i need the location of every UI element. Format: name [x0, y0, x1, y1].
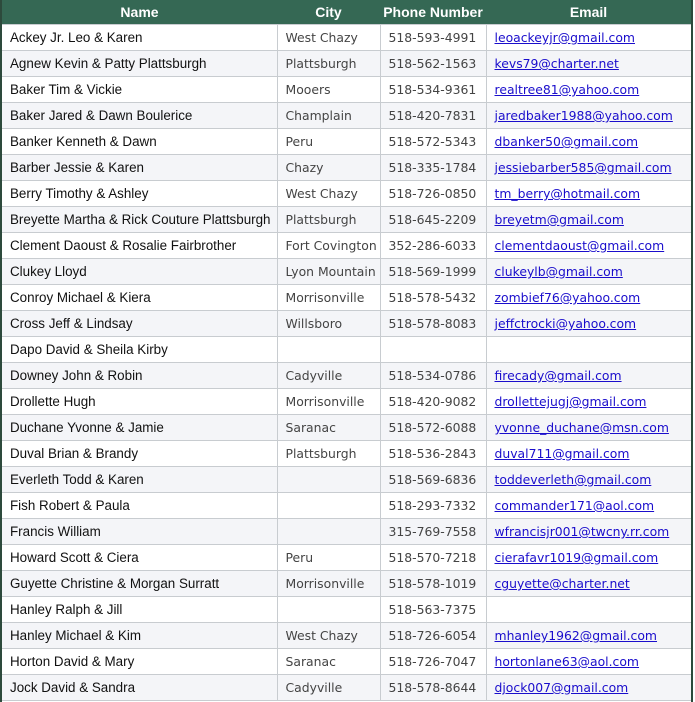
- table-row: [2, 233, 691, 259]
- cell-email[interactable]: [486, 207, 691, 233]
- table-row: [2, 623, 691, 649]
- table-row: [2, 285, 691, 311]
- cell-name[interactable]: Berry Timothy & Ashley: [2, 181, 277, 207]
- email-link[interactable]: yvonne_duchane@msn.com: [494, 420, 669, 435]
- cell-name[interactable]: Barber Jessie & Karen: [2, 155, 277, 181]
- email-link[interactable]: kevs79@charter.net: [494, 56, 619, 71]
- table-row: [2, 389, 691, 415]
- email-link[interactable]: djock007@gmail.com: [494, 680, 629, 695]
- cell-phone[interactable]: 518-293-7332: [380, 493, 486, 519]
- cell-name[interactable]: Guyette Christine & Morgan Surratt: [2, 571, 277, 597]
- cell-email[interactable]: [486, 51, 691, 77]
- cell-email[interactable]: [486, 311, 691, 337]
- table-header: [2, 0, 691, 25]
- column-header-city[interactable]: City: [277, 0, 380, 25]
- email-link[interactable]: duval711@gmail.com: [494, 446, 630, 461]
- cell-phone[interactable]: 518-534-0786: [380, 363, 486, 389]
- cell-name[interactable]: Drollette Hugh: [2, 389, 277, 415]
- email-link[interactable]: clementdaoust@gmail.com: [494, 238, 665, 253]
- cell-email[interactable]: [486, 545, 691, 571]
- cell-name[interactable]: Clement Daoust & Rosalie Fairbrother: [2, 233, 277, 259]
- table-row: [2, 155, 691, 181]
- cell-city[interactable]: Morrisonville: [277, 571, 380, 597]
- cell-name[interactable]: Baker Jared & Dawn Boulerice: [2, 103, 277, 129]
- cell-email[interactable]: [486, 129, 691, 155]
- table-row: [2, 675, 691, 701]
- email-link[interactable]: leoackeyjr@gmail.com: [494, 30, 635, 45]
- cell-email[interactable]: [486, 415, 691, 441]
- email-link[interactable]: wfrancisjr001@twcny.rr.com: [494, 524, 670, 539]
- table-row: [2, 415, 691, 441]
- cell-phone[interactable]: 518-578-8644: [380, 675, 486, 701]
- email-link[interactable]: jaredbaker1988@yahoo.com: [494, 108, 673, 123]
- table-row: [2, 181, 691, 207]
- table-row: [2, 571, 691, 597]
- cell-phone[interactable]: [380, 337, 486, 363]
- contacts-table: [2, 0, 691, 701]
- column-header-name[interactable]: Name: [2, 0, 277, 25]
- cell-phone[interactable]: 518-569-1999: [380, 259, 486, 285]
- cell-phone[interactable]: 518-572-5343: [380, 129, 486, 155]
- cell-city[interactable]: [277, 337, 380, 363]
- cell-email[interactable]: [486, 389, 691, 415]
- cell-email[interactable]: [486, 675, 691, 701]
- table-row: [2, 51, 691, 77]
- table-row: [2, 77, 691, 103]
- table-row: [2, 207, 691, 233]
- cell-phone[interactable]: 518-578-1019: [380, 571, 486, 597]
- cell-city[interactable]: Morrisonville: [277, 285, 380, 311]
- cell-name[interactable]: Everleth Todd & Karen: [2, 467, 277, 493]
- cell-phone[interactable]: 518-562-1563: [380, 51, 486, 77]
- email-link[interactable]: zombief76@yahoo.com: [494, 290, 641, 305]
- email-link[interactable]: commander171@aol.com: [494, 498, 655, 513]
- cell-name[interactable]: Howard Scott & Ciera: [2, 545, 277, 571]
- email-link[interactable]: tm_berry@hotmail.com: [494, 186, 641, 201]
- table-row: [2, 129, 691, 155]
- cell-name[interactable]: Baker Tim & Vickie: [2, 77, 277, 103]
- table-row: [2, 311, 691, 337]
- cell-name[interactable]: Dapo David & Sheila Kirby: [2, 337, 277, 363]
- cell-email[interactable]: [486, 597, 691, 623]
- table-row: [2, 363, 691, 389]
- cell-email[interactable]: [486, 181, 691, 207]
- cell-city[interactable]: Fort Covington: [277, 233, 380, 259]
- cell-city[interactable]: Mooers: [277, 77, 380, 103]
- cell-city[interactable]: West Chazy: [277, 25, 380, 51]
- email-link[interactable]: hortonlane63@aol.com: [494, 654, 640, 669]
- cell-city[interactable]: Plattsburgh: [277, 51, 380, 77]
- cell-phone[interactable]: 518-536-2843: [380, 441, 486, 467]
- cell-name[interactable]: Jock David & Sandra: [2, 675, 277, 701]
- cell-phone[interactable]: 518-335-1784: [380, 155, 486, 181]
- column-header-phone[interactable]: Phone Number: [380, 0, 486, 25]
- cell-city[interactable]: [277, 597, 380, 623]
- cell-city[interactable]: [277, 519, 380, 545]
- cell-city[interactable]: Peru: [277, 545, 380, 571]
- cell-email[interactable]: [486, 77, 691, 103]
- cell-email[interactable]: [486, 649, 691, 675]
- email-link[interactable]: mhanley1962@gmail.com: [494, 628, 658, 643]
- cell-name[interactable]: Conroy Michael & Kiera: [2, 285, 277, 311]
- cell-city[interactable]: Peru: [277, 129, 380, 155]
- table-row: [2, 545, 691, 571]
- table-row: [2, 441, 691, 467]
- cell-phone[interactable]: 518-578-5432: [380, 285, 486, 311]
- cell-phone[interactable]: 518-645-2209: [380, 207, 486, 233]
- cell-phone[interactable]: 518-578-8083: [380, 311, 486, 337]
- cell-name[interactable]: Hanley Ralph & Jill: [2, 597, 277, 623]
- cell-email[interactable]: [486, 337, 691, 363]
- email-link[interactable]: firecady@gmail.com: [494, 368, 622, 383]
- cell-name[interactable]: Horton David & Mary: [2, 649, 277, 675]
- cell-email[interactable]: [486, 259, 691, 285]
- cell-city[interactable]: [277, 493, 380, 519]
- header-row: [2, 0, 691, 25]
- cell-city[interactable]: Chazy: [277, 155, 380, 181]
- email-link[interactable]: toddeverleth@gmail.com: [494, 472, 652, 487]
- cell-phone[interactable]: 518-726-0850: [380, 181, 486, 207]
- cell-city[interactable]: Saranac: [277, 649, 380, 675]
- cell-name[interactable]: Clukey Lloyd: [2, 259, 277, 285]
- cell-name[interactable]: Fish Robert & Paula: [2, 493, 277, 519]
- table-body: [2, 25, 691, 701]
- cell-phone[interactable]: 518-593-4991: [380, 25, 486, 51]
- cell-name[interactable]: Hanley Michael & Kim: [2, 623, 277, 649]
- cell-city[interactable]: Lyon Mountain: [277, 259, 380, 285]
- cell-phone[interactable]: 518-572-6088: [380, 415, 486, 441]
- cell-name[interactable]: Duchane Yvonne & Jamie: [2, 415, 277, 441]
- cell-phone[interactable]: 518-563-7375: [380, 597, 486, 623]
- cell-phone[interactable]: 518-570-7218: [380, 545, 486, 571]
- table-row: [2, 467, 691, 493]
- cell-name[interactable]: Francis William: [2, 519, 277, 545]
- cell-name[interactable]: Ackey Jr. Leo & Karen: [2, 25, 277, 51]
- cell-phone[interactable]: 518-726-6054: [380, 623, 486, 649]
- cell-name[interactable]: Duval Brian & Brandy: [2, 441, 277, 467]
- cell-email[interactable]: [486, 493, 691, 519]
- cell-email[interactable]: [486, 441, 691, 467]
- cell-phone[interactable]: 518-534-9361: [380, 77, 486, 103]
- cell-phone[interactable]: 518-569-6836: [380, 467, 486, 493]
- email-link[interactable]: clukeylb@gmail.com: [494, 264, 623, 279]
- cell-city[interactable]: Champlain: [277, 103, 380, 129]
- cell-email[interactable]: [486, 467, 691, 493]
- email-link[interactable]: dbanker50@gmail.com: [494, 134, 639, 149]
- email-link[interactable]: realtree81@yahoo.com: [494, 82, 640, 97]
- email-link[interactable]: jeffctrocki@yahoo.com: [494, 316, 637, 331]
- email-link[interactable]: cguyette@charter.net: [494, 576, 630, 591]
- cell-email[interactable]: [486, 363, 691, 389]
- email-link[interactable]: jessiebarber585@gmail.com: [494, 160, 672, 175]
- cell-email[interactable]: [486, 571, 691, 597]
- email-link[interactable]: cierafavr1019@gmail.com: [494, 550, 659, 565]
- cell-email[interactable]: [486, 155, 691, 181]
- cell-city[interactable]: Cadyville: [277, 363, 380, 389]
- table-row: [2, 519, 691, 545]
- table-row: [2, 649, 691, 675]
- cell-phone[interactable]: 352-286-6033: [380, 233, 486, 259]
- cell-name[interactable]: Breyette Martha & Rick Couture Plattsburgh: [2, 207, 277, 233]
- cell-email[interactable]: [486, 103, 691, 129]
- cell-name[interactable]: Agnew Kevin & Patty Plattsburgh: [2, 51, 277, 77]
- table-row: [2, 337, 691, 363]
- cell-name[interactable]: Downey John & Robin: [2, 363, 277, 389]
- table-row: [2, 493, 691, 519]
- cell-phone[interactable]: 518-420-7831: [380, 103, 486, 129]
- cell-phone[interactable]: 315-769-7558: [380, 519, 486, 545]
- cell-email[interactable]: [486, 519, 691, 545]
- cell-name[interactable]: Banker Kenneth & Dawn: [2, 129, 277, 155]
- cell-email[interactable]: [486, 623, 691, 649]
- cell-city[interactable]: [277, 467, 380, 493]
- cell-phone[interactable]: 518-726-7047: [380, 649, 486, 675]
- table-row: [2, 25, 691, 51]
- table-row: [2, 597, 691, 623]
- cell-email[interactable]: [486, 285, 691, 311]
- email-link[interactable]: drollettejugj@gmail.com: [494, 394, 647, 409]
- cell-city[interactable]: West Chazy: [277, 623, 380, 649]
- cell-email[interactable]: [486, 25, 691, 51]
- column-header-email[interactable]: Email: [486, 0, 691, 25]
- cell-city[interactable]: Plattsburgh: [277, 441, 380, 467]
- cell-name[interactable]: Cross Jeff & Lindsay: [2, 311, 277, 337]
- table-row: [2, 103, 691, 129]
- cell-city[interactable]: Willsboro: [277, 311, 380, 337]
- cell-city[interactable]: Cadyville: [277, 675, 380, 701]
- cell-city[interactable]: Morrisonville: [277, 389, 380, 415]
- cell-city[interactable]: West Chazy: [277, 181, 380, 207]
- cell-city[interactable]: Saranac: [277, 415, 380, 441]
- table-row: [2, 259, 691, 285]
- cell-email[interactable]: [486, 233, 691, 259]
- cell-phone[interactable]: 518-420-9082: [380, 389, 486, 415]
- email-link[interactable]: breyetm@gmail.com: [494, 212, 624, 227]
- cell-city[interactable]: Plattsburgh: [277, 207, 380, 233]
